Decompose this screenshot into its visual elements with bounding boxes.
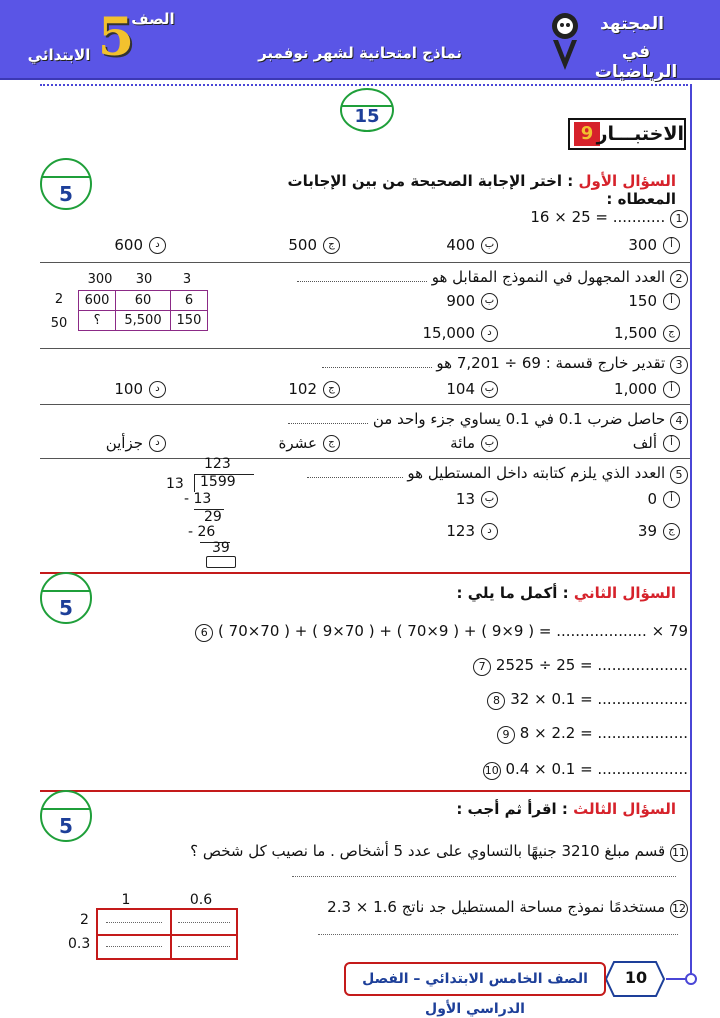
cell: 60 bbox=[116, 291, 171, 311]
q2-item-8[interactable]: 32 × 0.1 = ................... 8 bbox=[487, 690, 688, 710]
page-border bbox=[690, 84, 692, 974]
q1-score-circle bbox=[40, 158, 92, 210]
q1-score: 5 bbox=[59, 182, 73, 206]
q3-score-circle bbox=[40, 790, 92, 842]
q1-item-2-text: العدد المجهول في النموذج المقابل هو bbox=[431, 268, 666, 286]
footer-dot bbox=[685, 973, 697, 985]
division-work bbox=[160, 456, 260, 570]
col-header: 0.6 bbox=[189, 892, 213, 908]
divider bbox=[40, 458, 690, 459]
row-label: 0.3 bbox=[68, 936, 91, 952]
q1-item-1: 1 16 × 25 = ........... bbox=[530, 208, 688, 228]
q1-item-3: 3 تقدير خارج قسمة : 69 ÷ 7,201 هو bbox=[322, 354, 688, 374]
q2-score-circle bbox=[40, 572, 92, 624]
exam-title-box bbox=[568, 118, 686, 150]
section-divider bbox=[40, 572, 690, 574]
q3-item-12-text: مستخدمًا نموذج مساحة المستطيل جد ناتج 1.6 × 2.3 bbox=[327, 898, 666, 916]
choice-2a[interactable]: أ150 bbox=[628, 292, 680, 310]
q2-score: 5 bbox=[59, 596, 73, 620]
row-label: 50 bbox=[50, 316, 68, 331]
choice-4b[interactable]: بمائة bbox=[450, 434, 498, 452]
q3-heading: السؤال الثالث : اقرأ ثم أجب : bbox=[456, 800, 676, 818]
page-number: 10 bbox=[624, 968, 648, 987]
q2-item-9[interactable]: 8 × 2.2 = ................... 9 bbox=[497, 724, 688, 744]
q2-instruction: أكمل ما يلي : bbox=[456, 584, 558, 602]
header-subtitle: نماذج امتحانية لشهر نوفمبر bbox=[258, 44, 462, 62]
choice-4d[interactable]: دجزأين bbox=[106, 434, 166, 452]
col-header: 1 bbox=[121, 892, 131, 908]
q1-item-1-text: 16 × 25 = ........... bbox=[530, 208, 666, 226]
divider bbox=[40, 404, 690, 405]
cell: ؟ bbox=[79, 311, 116, 331]
answer-line[interactable] bbox=[318, 934, 678, 935]
division-dividend: 1599 bbox=[200, 474, 236, 490]
q3-item-11-text: قسم مبلغ 3210 جنيهًا بالتساوي على عدد 5 أشخاص . ما نصيب كل شخص ؟ bbox=[190, 842, 666, 860]
division-quotient: 123 bbox=[204, 456, 231, 472]
cell: 6 bbox=[170, 291, 207, 311]
q1-item-2: 2 العدد المجهول في النموذج المقابل هو bbox=[297, 268, 688, 288]
cell: 5,500 bbox=[116, 311, 171, 331]
area-model-q12 bbox=[66, 892, 242, 964]
grade-label: الصف bbox=[131, 10, 175, 28]
choice-5b[interactable]: ب13 bbox=[456, 490, 498, 508]
col-header: 30 bbox=[135, 272, 153, 287]
choice-5a[interactable]: أ0 bbox=[647, 490, 680, 508]
divider bbox=[40, 348, 690, 349]
grade-number: 5 bbox=[97, 7, 135, 68]
choice-1c[interactable]: ج500 bbox=[288, 236, 340, 254]
q2-title: السؤال الثاني bbox=[573, 584, 676, 602]
logo-title: المجتهد bbox=[600, 14, 664, 34]
col-header: 300 bbox=[87, 272, 113, 287]
area-model-table bbox=[78, 290, 208, 331]
q1-item-5-text: العدد الذي يلزم كتابته داخل المستطيل هو bbox=[407, 464, 666, 482]
cell: 600 bbox=[79, 291, 116, 311]
q1-item-4-text: حاصل ضرب 0.1 في 0.1 يساوي جزء واحد من bbox=[372, 410, 666, 428]
exam-title: الاختبـــار bbox=[596, 123, 684, 145]
choice-1d[interactable]: د600 bbox=[114, 236, 166, 254]
total-score-circle bbox=[340, 88, 394, 132]
row-label: 2 bbox=[54, 292, 64, 307]
q1-title: السؤال الأول bbox=[578, 172, 676, 190]
division-step: - 26 bbox=[188, 524, 216, 540]
cell: 150 bbox=[170, 311, 207, 331]
choice-5d[interactable]: د123 bbox=[446, 522, 498, 540]
q1-item-3-text: تقدير خارج قسمة : 69 ÷ 7,201 هو bbox=[436, 354, 666, 372]
page-number-badge bbox=[606, 960, 666, 998]
col-header: 3 bbox=[182, 272, 192, 287]
choice-1a[interactable]: أ300 bbox=[628, 236, 680, 254]
q2-item-10[interactable]: 0.4 × 0.1 = ................... 10 bbox=[484, 760, 688, 778]
q1-heading: السؤال الأول : اختر الإجابة الصحيحة من بين الإجابات المعطاه : bbox=[287, 172, 676, 208]
q3-title: السؤال الثالث bbox=[573, 800, 676, 818]
area-grid[interactable] bbox=[96, 908, 238, 960]
section-divider bbox=[40, 790, 690, 792]
divider bbox=[40, 262, 690, 263]
choice-3b[interactable]: ب104 bbox=[446, 380, 498, 398]
exam-number: 9 bbox=[574, 122, 600, 146]
q3-item-11: 11 قسم مبلغ 3210 جنيهًا بالتساوي على عدد 5 أشخاص . ما نصيب كل شخص ؟ bbox=[190, 842, 686, 860]
q3-score: 5 bbox=[59, 814, 73, 838]
q3-instruction: اقرأ ثم أجب : bbox=[456, 800, 557, 818]
choice-2d[interactable]: د15,000 bbox=[423, 324, 499, 342]
division-remainder: 39 bbox=[212, 540, 230, 556]
q1-item-4: 4 حاصل ضرب 0.1 في 0.1 يساوي جزء واحد من bbox=[288, 410, 688, 430]
grade-stage: الابتدائي bbox=[27, 46, 91, 64]
top-divider bbox=[40, 84, 688, 86]
choice-3c[interactable]: ج102 bbox=[288, 380, 340, 398]
division-step: - 13 bbox=[184, 491, 212, 507]
logo bbox=[548, 10, 582, 74]
row-label: 2 bbox=[80, 912, 89, 928]
answer-line[interactable] bbox=[292, 876, 676, 877]
choice-4a[interactable]: أألف bbox=[633, 434, 680, 452]
q1-instruction: اختر الإجابة الصحيحة من بين الإجابات المعطاه : bbox=[287, 172, 676, 208]
choice-3a[interactable]: أ1,000 bbox=[614, 380, 680, 398]
logo-subtitle: في الرياضيات bbox=[594, 42, 678, 82]
answer-rectangle[interactable] bbox=[206, 556, 236, 568]
choice-4c[interactable]: جعشرة bbox=[279, 434, 340, 452]
choice-2b[interactable]: ب900 bbox=[446, 292, 498, 310]
division-divisor: 13 bbox=[166, 476, 184, 492]
q3-item-12: 12 مستخدمًا نموذج مساحة المستطيل جد ناتج 1.6 × 2.3 bbox=[327, 898, 686, 916]
division-step: 29 bbox=[204, 509, 222, 525]
choice-5c[interactable]: ج39 bbox=[638, 522, 680, 540]
choice-2c[interactable]: ج1,500 bbox=[614, 324, 680, 342]
area-model-q2 bbox=[44, 272, 210, 336]
q2-heading: السؤال الثاني : أكمل ما يلي : bbox=[456, 584, 676, 602]
choice-3d[interactable]: د100 bbox=[114, 380, 166, 398]
choice-1b[interactable]: ب400 bbox=[446, 236, 498, 254]
q1-item-5: 5 العدد الذي يلزم كتابته داخل المستطيل هو bbox=[307, 464, 688, 484]
q2-item-6[interactable]: ( 70×70 ) + ( 9×70 ) + ( 70×9 ) + ( 9×9 ) = ................... × 79 6 bbox=[195, 622, 688, 642]
footer-label: الصف الخامس الابتدائي – الفصل الدراسي الأول bbox=[344, 962, 606, 996]
q2-item-7[interactable]: 2525 ÷ 25 = ................... 7 bbox=[473, 656, 688, 676]
total-score: 15 bbox=[354, 106, 380, 127]
